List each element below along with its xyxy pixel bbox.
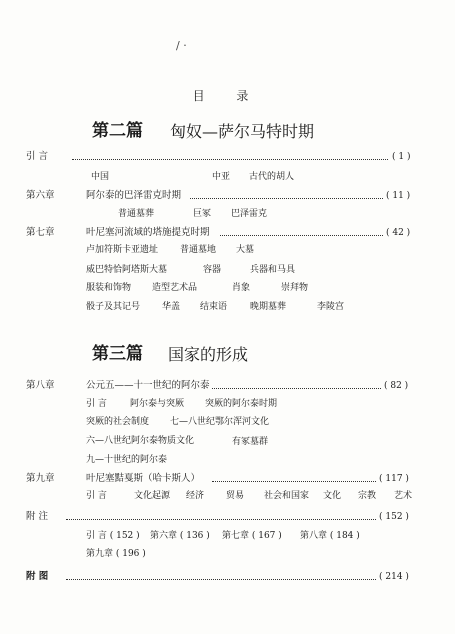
ch8-sub3-1: 有冢墓群 [232, 437, 269, 447]
ch8-sub3-0: 六—八世纪阿尔泰物质文化 [86, 436, 195, 446]
notes-label: 附 注 [26, 511, 49, 522]
notes-page: ( 152 ) [379, 512, 409, 522]
notes-ref-4: 第九章 ( 196 ) [86, 549, 146, 559]
ch7-title: 叶尼塞河流域的塔施提克时期 [86, 227, 210, 238]
ch7-sub4-0: 骰子及其记号 [86, 302, 141, 312]
leader-figs [66, 579, 376, 580]
ch8-sub1-2: 突厥的阿尔泰时期 [205, 399, 278, 409]
ch7-sub4-3: 晚期墓葬 [250, 302, 287, 312]
ch9-title: 叶尼塞黠戛斯（哈卡斯人） [86, 473, 201, 484]
leader-ch6 [190, 198, 383, 199]
intro-label: 引 言 [26, 151, 49, 162]
ch8-sub2-1: 七—八世纪鄂尔浑河文化 [170, 417, 270, 427]
ch9-sub-4: 社会和国家 [264, 491, 310, 501]
figs-page: ( 214 ) [379, 572, 409, 582]
ch7-sub4-1: 华盖 [162, 302, 181, 312]
leader-ch9 [212, 481, 376, 482]
ch7-sub2-0: 威巴特恰阿塔斯大墓 [86, 265, 168, 275]
ch9-sub-5: 文化 [323, 491, 342, 501]
ch6-title: 阿尔泰的巴泽雷克时期 [86, 190, 182, 201]
ch6-sub-0: 普通墓葬 [118, 209, 155, 219]
ch7-sub2-2: 兵器和马具 [250, 265, 296, 275]
ch9-sub-7: 艺术 [394, 491, 413, 501]
ch8-sub1-1: 阿尔泰与突厥 [130, 399, 185, 409]
ch8-page: ( 82 ) [384, 381, 409, 391]
ch9-page: ( 117 ) [379, 474, 409, 484]
part2-name: 匈奴—萨尔马特时期 [170, 122, 315, 141]
ch7-sub3-0: 服装和饰物 [86, 283, 132, 293]
ch7-sub1-1: 普通墓地 [180, 245, 217, 255]
ch9-sub-1: 文化起源 [134, 491, 171, 501]
part3-label: 第三篇 [92, 344, 143, 364]
figs-label: 附 图 [26, 571, 49, 582]
intro-page: ( 1 ) [392, 152, 411, 162]
ch8-sub4-0: 九—十世纪的阿尔泰 [86, 455, 168, 465]
ch6-label: 第六章 [26, 190, 55, 201]
part3-name: 国家的形成 [168, 345, 249, 364]
ch6-sub-2: 巴泽雷克 [231, 209, 268, 219]
ch7-label: 第七章 [26, 227, 55, 238]
toc-title: 目 录 [192, 89, 263, 103]
notes-ref-2: 第七章 ( 167 ) [222, 531, 282, 541]
ch8-sub2-0: 突厥的社会制度 [86, 417, 150, 427]
intro-sub-2: 古代的胡人 [249, 172, 295, 182]
ch6-sub-1: 巨冢 [193, 209, 212, 219]
notes-ref-0: 引 言 ( 152 ) [86, 531, 140, 541]
ch7-sub3-2: 肖象 [232, 283, 251, 293]
notes-ref-3: 第八章 ( 184 ) [300, 531, 360, 541]
ch7-sub3-1: 造型艺术品 [152, 283, 198, 293]
scan-mark: / · [176, 39, 187, 52]
ch7-sub1-2: 大墓 [236, 245, 255, 255]
ch7-sub1-0: 卢加符斯卡亚遗址 [86, 245, 159, 255]
part2-label: 第二篇 [92, 121, 143, 141]
leader-ch7 [220, 235, 383, 236]
intro-sub-0: 中国 [91, 172, 110, 182]
ch9-sub-0: 引 言 [86, 491, 107, 501]
ch8-title: 公元五——十一世纪的阿尔泰 [86, 380, 210, 391]
ch7-sub2-1: 容器 [203, 265, 222, 275]
intro-sub-1: 中亚 [212, 172, 231, 182]
ch7-sub4-2: 结束语 [200, 302, 228, 312]
ch9-sub-3: 贸易 [226, 491, 245, 501]
ch6-page: ( 11 ) [386, 191, 411, 201]
ch9-sub-6: 宗教 [358, 491, 377, 501]
ch8-sub1-0: 引 言 [86, 399, 107, 409]
ch9-sub-2: 经济 [186, 491, 205, 501]
ch7-sub4-4: 李陵宫 [317, 302, 345, 312]
ch8-label: 第八章 [26, 380, 55, 391]
notes-ref-1: 第六章 ( 136 ) [150, 531, 210, 541]
leader-ch8 [212, 388, 381, 389]
ch7-sub3-3: 崇拜物 [281, 283, 309, 293]
leader-notes [66, 519, 376, 520]
ch7-page: ( 42 ) [386, 228, 411, 238]
leader-intro [72, 159, 388, 160]
ch9-label: 第九章 [26, 473, 55, 484]
